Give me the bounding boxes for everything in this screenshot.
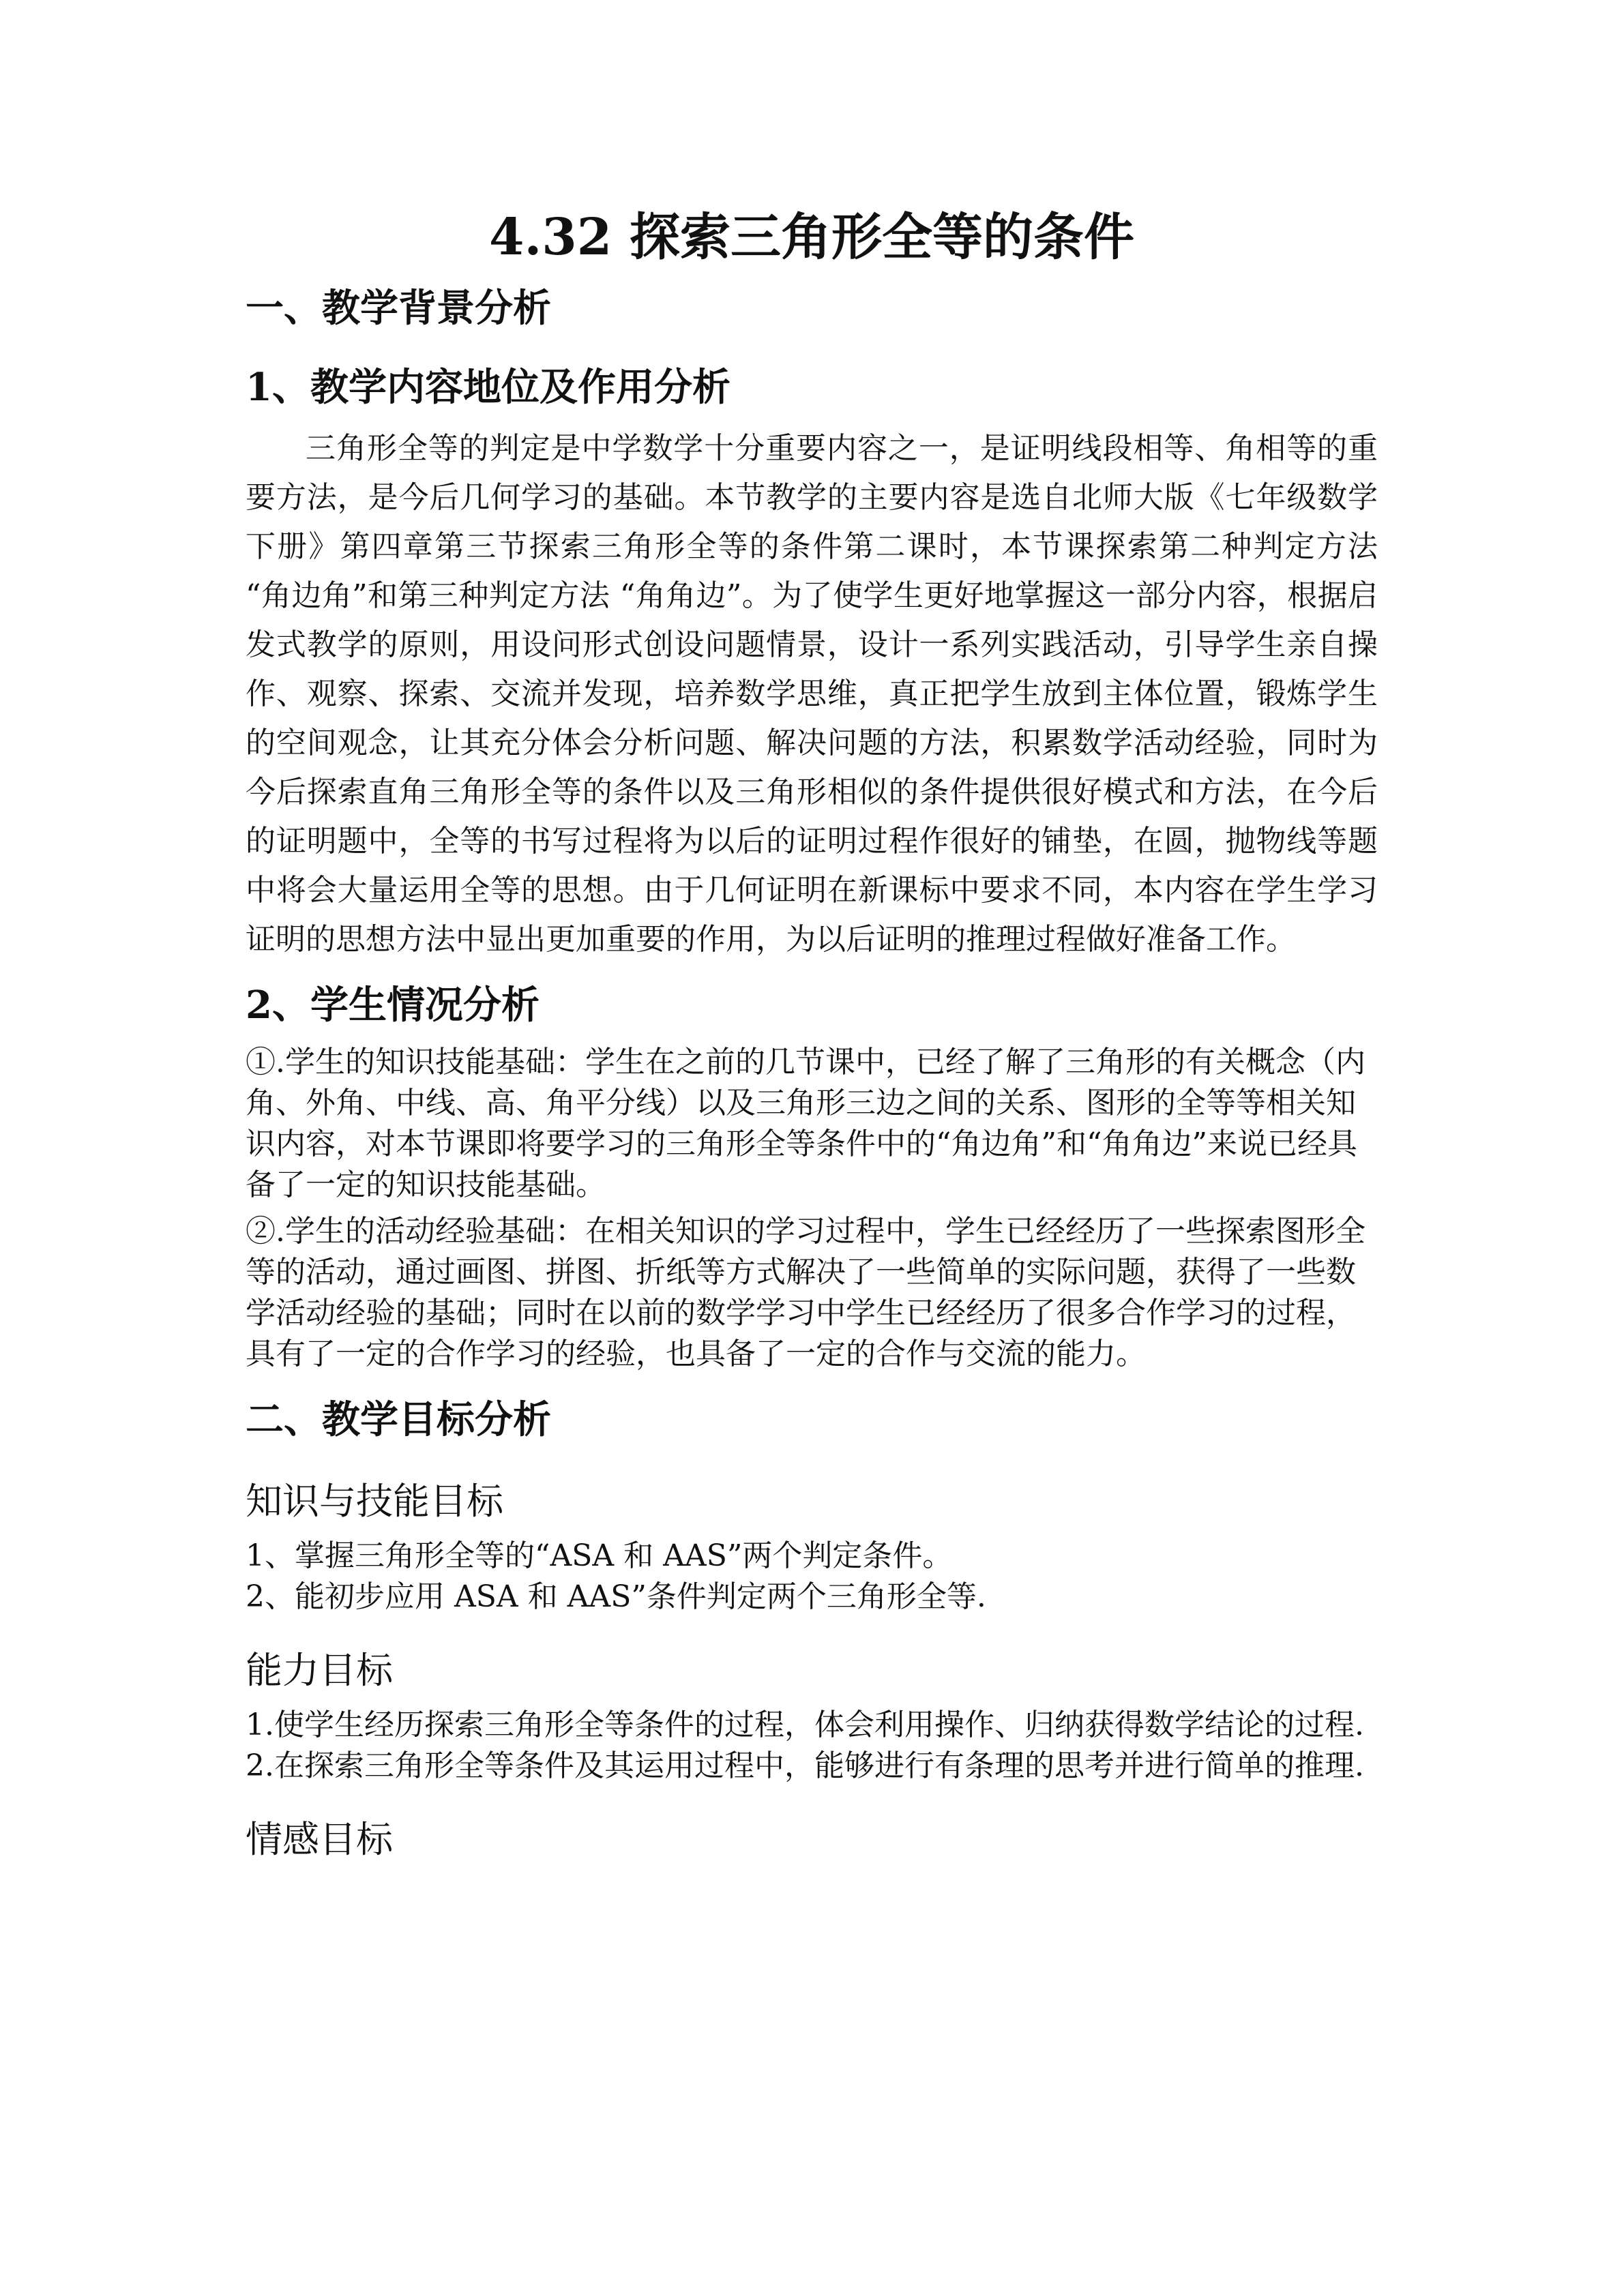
knowledge-goal-item-2: 2、能初步应用 ASA 和 AAS”条件判定两个三角形全等. <box>246 1579 986 1614</box>
section-heading-background: 一、教学背景分析 <box>246 286 551 331</box>
knowledge-goal-item-1: 1、掌握三角形全等的“ASA 和 AAS”两个判定条件。 <box>246 1538 953 1573</box>
paragraph-student-experience: ②.学生的活动经验基础：在相关知识的学习过程中，学生已经经历了一些探索图形全等的活动，通过画图、拼图、折纸等方式解决了一些简单的实际问题，获得了一些数学活动经验的基础；同时在以前的数学学习中学生已经经历了很多合作学习的过程，具有了一定的合作学习的经验，也具备了一定的合作与交流的能力。 <box>246 1214 1365 1371</box>
paragraph-content-role: 三角形全等的判定是中学数学十分重要内容之一，是证明线段相等、角相等的重要方法，是今后几何学习的基础。本节教学的主要内容是选自北师大版《七年级数学下册》第四章第三节探索三角形全等的条件第二课时，本节课探索第二种判定方法 “角边角”和第三种判定方法 “角角边”。为了使学生更好地掌握这一部分内容，根据启发式教学的原则，用设问形式创设问题情景，设计一系列实践活动，引导学生亲自操作、观察、探索、交流并发现，培养数学思维，真正把学生放到主体位置，锻炼学生的空间观念，让其充分体会分析问题、解决问题的方法，积累数学活动经验，同时为今后探索直角三角形全等的条件以及三角形相似的条件提供很好模式和方法，在今后的证明题中，全等的书写过程将为以后的证明过程作很好的铺垫，在圆，抛物线等题中将会大量运用全等的思想。由于几何证明在新课标中要求不同，本内容在学生学习证明的思想方法中显出更加重要的作用，为以后证明的推理过程做好准备工作。 <box>246 431 1378 957</box>
document-page <box>246 191 1378 1874</box>
paragraph-student-knowledge: ①.学生的知识技能基础：学生在之前的几节课中，已经了解了三角形的有关概念（内角、外角、中线、高、角平分线）以及三角形三边之间的关系、图形的全等等相关知识内容，对本节课即将要学习的三角形全等条件中的“角边角”和“角角边”来说已经具备了一定的知识技能基础。 <box>246 1045 1365 1202</box>
ability-goal-item-2: 2.在探索三角形全等条件及其运用过程中，能够进行有条理的思考并进行简单的推理. <box>246 1748 1364 1783</box>
goal-heading-knowledge: 知识与技能目标 <box>246 1480 503 1523</box>
section-heading-goals: 二、教学目标分析 <box>246 1397 551 1442</box>
page-title: 4.32 探索三角形全等的条件 <box>489 208 1134 267</box>
goal-heading-emotion: 情感目标 <box>246 1818 393 1861</box>
goal-heading-ability: 能力目标 <box>246 1649 393 1692</box>
ability-goal-item-1: 1.使学生经历探索三角形全等条件的过程，体会利用操作、归纳获得数学结论的过程. <box>246 1708 1364 1742</box>
subheading-content-role: 1、教学内容地位及作用分析 <box>246 365 730 410</box>
subheading-student-analysis: 2、学生情况分析 <box>246 983 540 1028</box>
